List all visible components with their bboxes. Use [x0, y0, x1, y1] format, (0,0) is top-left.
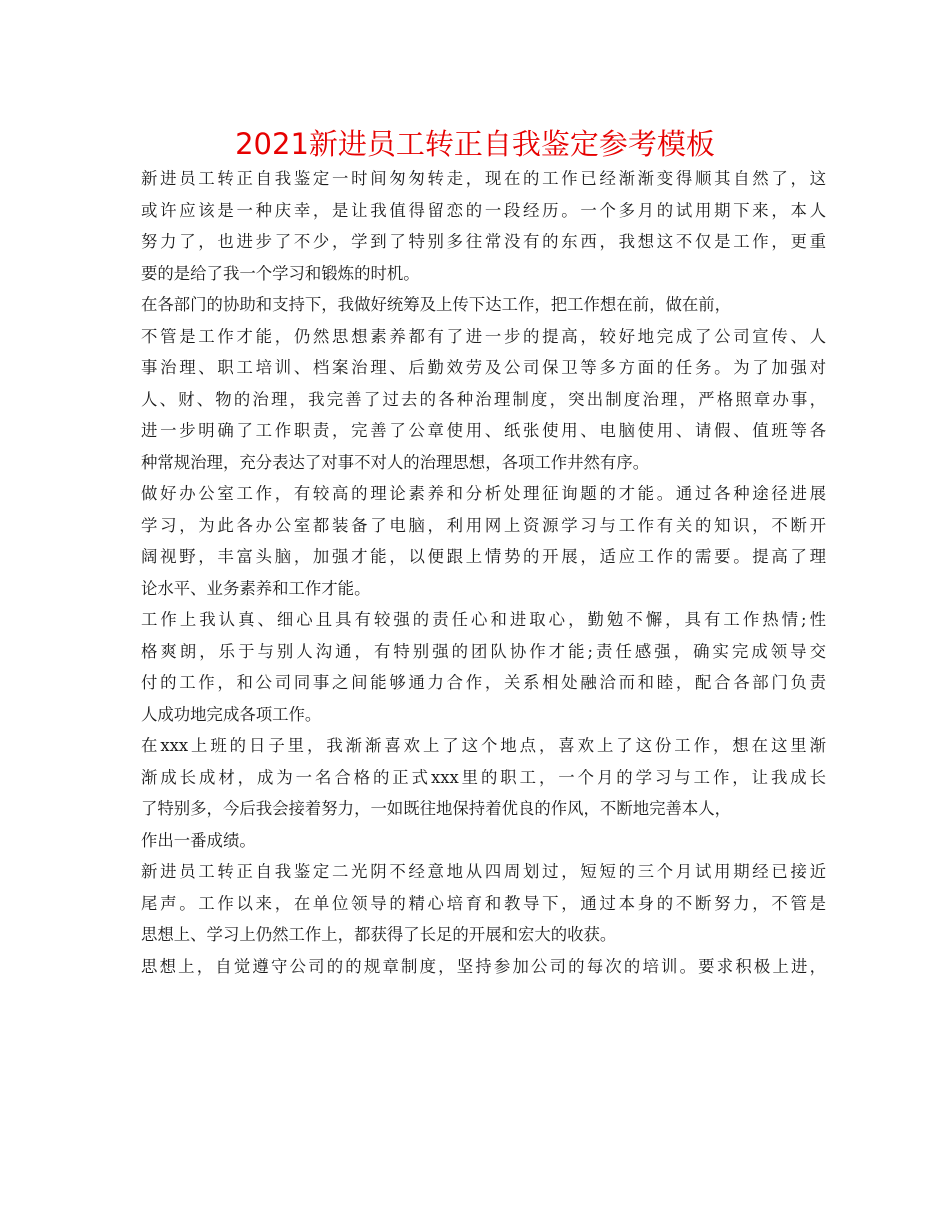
- text-line: 尾声。工作以来，在单位领导的精心培育和教导下，通过本身的不断努力，不管是: [141, 893, 826, 913]
- text-line: 人、财、物的治理，我完善了过去的各种治理制度，突出制度治理，严格照章办事，: [141, 389, 826, 409]
- text-line: 在各部门的协助和支持下，我做好统筹及上传下达工作，把工作想在前，做在前，: [141, 295, 732, 314]
- text-line: 工作上我认真、细心且具有较强的责任心和进取心，勤勉不懈，具有工作热情;性: [141, 610, 826, 629]
- text-line: 思想上，自觉遵守公司的的规章制度，坚持参加公司的每次的培训。要求积极上进，: [141, 956, 826, 976]
- text-line: 新进员工转正自我鉴定一时间匆匆转走，现在的工作已经渐渐变得顺其自然了，这: [141, 169, 826, 188]
- document-body: [141, 163, 826, 982]
- text-line: 作出一番成绩。: [141, 830, 256, 850]
- text-line: 付的工作，和公司同事之间能够通力合作，关系相处融洽而和睦，配合各部门负责: [141, 673, 826, 692]
- text-line: 了特别多，今后我会接着努力，一如既往地保持着优良的作风，不断地完善本人，: [141, 799, 732, 818]
- document-title: 2021新进员工转正自我鉴定参考模板: [235, 127, 715, 161]
- text-line: 人成功地完成各项工作。: [141, 704, 322, 724]
- text-line: 论水平、业务素养和工作才能。: [141, 578, 371, 598]
- text-line: 事治理、职工培训、档案治理、后勤效劳及公司保卫等多方面的任务。为了加强对: [141, 358, 826, 377]
- text-line: 或许应该是一种庆幸，是让我值得留恋的一段经历。一个多月的试用期下来，本人: [141, 200, 826, 220]
- text-line: 做好办公室工作，有较高的理论素养和分析处理征询题的才能。通过各种途径进展: [141, 484, 826, 503]
- text-line: 格爽朗，乐于与别人沟通，有特别强的团队协作才能;责任感强，确实完成领导交: [141, 641, 826, 661]
- text-line: 种常规治理，充分表达了对事不对人的治理思想，各项工作井然有序。: [141, 452, 650, 472]
- text-line: 不管是工作才能，仍然思想素养都有了进一步的提高，较好地完成了公司宣传、人: [141, 326, 826, 346]
- text-line: 新进员工转正自我鉴定二光阴不经意地从四周划过，短短的三个月试用期经已接近: [141, 862, 826, 881]
- text-line: 进一步明确了工作职责，完善了公章使用、纸张使用、电脑使用、请假、值班等各: [141, 421, 826, 440]
- text-line: 思想上、学习上仍然工作上，都获得了长足的开展和宏大的收获。: [141, 925, 617, 944]
- text-line: 要的是给了我一个学习和锻炼的时机。: [141, 263, 420, 283]
- text-line: 努力了，也进步了不少，学到了特别多往常没有的东西，我想这不仅是工作，更重: [141, 232, 826, 251]
- text-line: 在xxx上班的日子里，我渐渐喜欢上了这个地点，喜欢上了这份工作，想在这里渐: [141, 736, 826, 755]
- text-line: 学习，为此各办公室都装备了电脑，利用网上资源学习与工作有关的知识，不断开: [141, 515, 826, 535]
- text-line: 渐成长成材，成为一名合格的正式xxx里的职工，一个月的学习与工作，让我成长: [141, 767, 826, 787]
- text-line: 阔视野，丰富头脑，加强才能，以便跟上情势的开展，适应工作的需要。提高了理: [141, 547, 826, 566]
